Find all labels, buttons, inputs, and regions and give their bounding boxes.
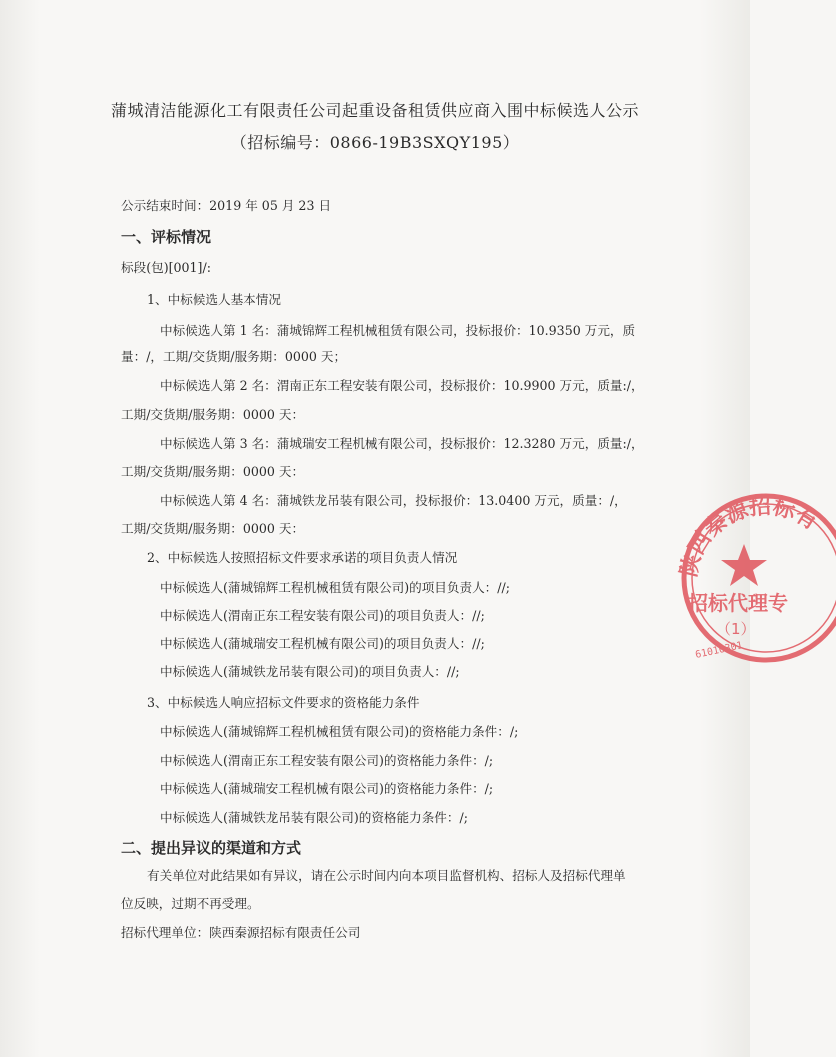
section-1-heading: 一、评标情况 [121,228,212,246]
subsection-1-heading: 1、中标候选人基本情况 [147,292,281,307]
project-lead-row-3: 中标候选人(蒲城瑞安工程机械有限公司)的项目负责人：//; [160,636,485,651]
section-2-heading: 二、提出异议的渠道和方式 [121,839,302,857]
objection-paragraph-line-b: 位反映，过期不再受理。 [121,896,260,911]
document-title: 蒲城清洁能源化工有限责任公司起重设备租赁供应商入围中标候选人公示 [110,101,639,120]
subsection-2-heading: 2、中标候选人按照招标文件要求承诺的项目负责人情况 [147,550,458,565]
stamp-middle-text: 招标代理专 [688,591,788,615]
objection-paragraph-line-a: 有关单位对此结果如有异议，请在公示时间内向本项目监督机构、招标人及招标代理单 [147,868,626,883]
candidate-1-line-b: 量：/，工期/交货期/服务期：0000 天； [121,349,347,364]
candidate-3-line-b: 工期/交货期/服务期：0000 天： [121,464,305,479]
qualification-row-2: 中标候选人(渭南正东工程安装有限公司)的资格能力条件：/; [160,753,494,768]
qualification-row-3: 中标候选人(蒲城瑞安工程机械有限公司)的资格能力条件：/; [160,781,494,796]
subsection-3-heading: 3、中标候选人响应招标文件要求的资格能力条件 [147,695,420,710]
project-lead-row-2: 中标候选人(渭南正东工程安装有限公司)的项目负责人：//; [160,608,485,623]
candidate-2-line-a: 中标候选人第 2 名：渭南正东工程安装有限公司，投标报价：10.9900 万元，质量:/， [160,378,644,393]
candidate-3-line-a: 中标候选人第 3 名：蒲城瑞安工程机械有限公司，投标报价：12.3280 万元，质量:/， [160,436,644,451]
official-seal-stamp [666,478,836,688]
candidate-1-line-a: 中标候选人第 1 名：蒲城锦辉工程机械租赁有限公司，投标报价：10.9350 万元，质 [160,323,636,338]
publicity-end-time: 公示结束时间：2019 年 05 月 23 日 [121,198,332,213]
candidate-2-line-b: 工期/交货期/服务期：0000 天： [121,407,305,422]
qualification-row-1: 中标候选人(蒲城锦辉工程机械租赁有限公司)的资格能力条件：/; [160,724,519,739]
lot-label: 标段(包)[001]/: [121,260,211,275]
stamp-code: 61010301 [694,640,744,661]
candidate-4-line-b: 工期/交货期/服务期：0000 天： [121,521,305,536]
stamp-number: （1） [716,620,756,638]
tender-code: （招标编号：0866-19B3SXQY195） [230,133,520,152]
stamp-top-text: 陕西秦源招标有 [676,494,823,580]
candidate-4-line-a: 中标候选人第 4 名：蒲城铁龙吊装有限公司，投标报价：13.0400 万元，质量：/， [160,493,627,508]
stamp-star-icon [721,544,767,586]
tender-agent: 招标代理单位：陕西秦源招标有限责任公司 [121,925,361,940]
project-lead-row-1: 中标候选人(蒲城锦辉工程机械租赁有限公司)的项目负责人：//; [160,580,510,595]
project-lead-row-4: 中标候选人(蒲城铁龙吊装有限公司)的项目负责人：//; [160,664,460,679]
qualification-row-4: 中标候选人(蒲城铁龙吊装有限公司)的资格能力条件：/; [160,810,468,825]
